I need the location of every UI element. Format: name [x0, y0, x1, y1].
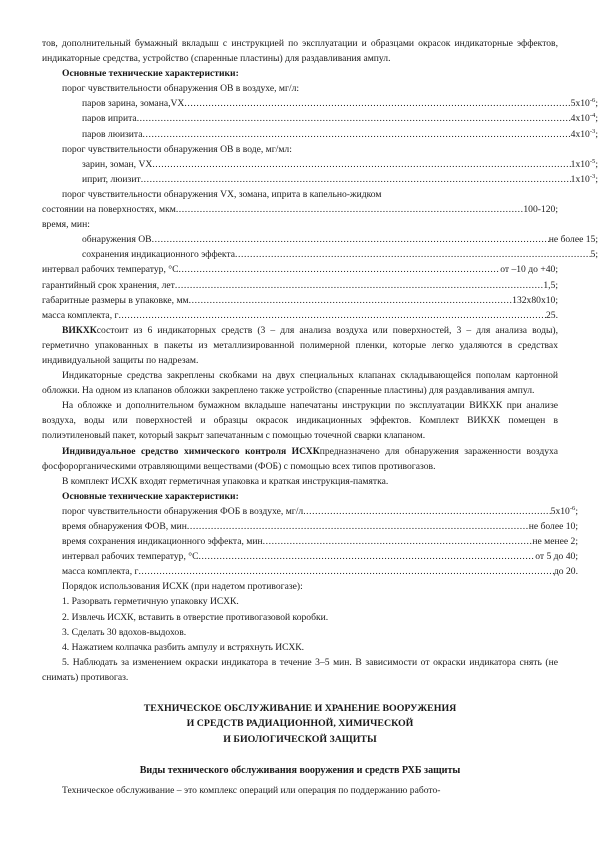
- spec-value-exponent: -5: [589, 157, 596, 165]
- section-heading-line: И БИОЛОГИЧЕСКОЙ ЗАЩИТЫ: [223, 733, 377, 745]
- spec-label: иприт, люизит: [82, 173, 141, 185]
- spec-row: [42, 534, 578, 549]
- specs-list-2: [42, 504, 578, 579]
- spec-value: от 5 до 40;: [535, 551, 578, 563]
- procedure-title: Порядок использования ИСХК (при надетом противогазе):: [62, 581, 303, 593]
- spec-row: [42, 96, 598, 111]
- spec-label: состоянии на поверхностях, мкм: [42, 204, 176, 216]
- spec-row: [42, 232, 598, 247]
- spec-value: $4x10^{-4}$;: [570, 112, 598, 125]
- dot-leader: [152, 232, 549, 247]
- spec-value: $5x10^{-6}$;: [550, 504, 578, 517]
- spec-label-row: время, мин:: [42, 219, 90, 231]
- spec-label: время сохранения индикационного эффекта, мин: [62, 536, 263, 548]
- spec-value: 100-120;: [523, 204, 558, 216]
- dot-leader: [152, 157, 570, 172]
- paragraph-vikhk-composition-text: состоит из 6 индикаторных средств (3 – для анализа воздуха или поверхностей, 3 – для анализа воды), герметично упакованных в пакеты из металлизированной полимерной пленки, которые легко удаляются в средствах индивидуальной защиты по надрезам.: [42, 324, 558, 366]
- procedure-step: 5. Наблюдать за изменением окраски индикатора в течение 3–5 мин. В зависимости от окраски индикатора снять (не снимать) противогаз.: [42, 656, 558, 683]
- specs-heading-2: Основные технические характеристики:: [62, 490, 239, 502]
- spec-value-exponent: -3: [589, 127, 596, 135]
- spec-label-row: порог чувствительности обнаружения ОВ в воздухе, мг/л:: [62, 83, 300, 95]
- spec-row: [42, 247, 598, 262]
- spec-value-exponent: -3: [589, 172, 596, 180]
- spec-value: до 20.: [553, 566, 578, 578]
- spec-label: интервал рабочих температур, °С: [42, 264, 179, 276]
- spec-row: [42, 127, 598, 142]
- spec-label: порог чувствительности обнаружения ФОБ в воздухе, мг/л: [62, 505, 304, 517]
- spec-label-row: порог чувствительности обнаружения VX, зомана, иприта в капельно-жидком: [62, 188, 382, 200]
- spec-label: интервал рабочих температур, °С: [62, 551, 199, 563]
- spec-value: от –10 до +40;: [500, 264, 558, 276]
- spec-label: масса комплекта, г: [62, 566, 139, 578]
- specs-list-1: [42, 81, 598, 323]
- spec-value: не более 15;: [548, 234, 598, 246]
- spec-row: [42, 504, 578, 519]
- paragraph-ishk-kit: В комплект ИСХК входят герметичная упаковка и краткая инструкция-памятка.: [62, 475, 389, 487]
- spec-label: масса комплекта, г: [42, 309, 119, 321]
- spec-value-exponent: -4: [589, 112, 596, 120]
- dot-leader: [189, 293, 513, 308]
- procedure-step: 3. Сделать 30 вдохов-выдохов.: [62, 626, 187, 638]
- spec-value: $1x10^{-3}$;: [570, 172, 598, 185]
- paragraph-vikhk-mounting: Индикаторные средства закреплены скобками на двух специальных клапанах складывающейся пополам картонной обложки. На одном из клапанов обложки закреплено также устройство (спаренные пластины) для раздавливания ампул.: [42, 370, 558, 397]
- dot-leader: [235, 247, 591, 262]
- spec-row: [42, 262, 558, 277]
- spec-row: [42, 308, 558, 323]
- spec-value: не менее 2;: [532, 536, 578, 548]
- spec-label: паров люизита: [82, 128, 143, 140]
- paragraph-closing: Техническое обслуживание – это комплекс операций или операция по поддержанию работо-: [62, 784, 441, 796]
- dot-leader: [187, 519, 529, 534]
- paragraph-vikhk-cover: На обложке и дополнительном бумажном вкладыше напечатаны инструкции по эксплуатации ВИКХК при анализе воздуха, воды или поверхностей и образцы окрасок индикационных эффектов. Комплект ВИКХК помещен в полиэтиленовый пакет, который закрыт запечатанным с помощью точечной сварки клапаном.: [42, 400, 558, 442]
- spec-label: паров зарина, зомана,VX: [82, 98, 185, 110]
- procedure-steps: [42, 594, 558, 685]
- procedure-step: 1. Разорвать герметичную упаковку ИСХК.: [62, 596, 239, 608]
- spec-row: [42, 549, 578, 564]
- spec-label: обнаружения ОВ: [82, 234, 152, 246]
- dot-leader: [263, 534, 533, 549]
- bold-lead-ishk: Индивидуальное средство химического контроля ИСХК: [62, 445, 320, 457]
- spec-label: габаритные размеры в упаковке, мм: [42, 294, 189, 306]
- spec-row: [42, 202, 558, 217]
- dot-leader: [176, 202, 524, 217]
- spec-value-exponent: -6: [589, 97, 596, 105]
- subsection-heading: Виды технического обслуживания вооружения и средств РХБ защиты: [139, 765, 461, 777]
- paragraph-ishk-purpose: [42, 444, 558, 474]
- dot-leader: [137, 111, 571, 126]
- procedure-step: 2. Извлечь ИСХК, вставить в отверстие противогазовой коробки.: [62, 611, 329, 623]
- spec-value: 1,5;: [543, 279, 558, 291]
- spec-value: $4x10^{-3}$;: [570, 127, 598, 140]
- spec-value: 25.: [546, 309, 558, 321]
- dot-leader: [141, 172, 571, 187]
- paragraph-ishk-purpose-text: предназначено для обнаружения зараженности воздуха фосфорорганическими отравляющими веществами (ФОБ) с помощью всех типов противогазов.: [42, 445, 558, 472]
- dot-leader: [199, 549, 536, 564]
- spec-value: 132x80x10;: [512, 294, 558, 306]
- spec-row: [42, 172, 598, 187]
- dot-leader: [175, 278, 544, 293]
- section-heading-line: И СРЕДСТВ РАДИАЦИОННОЙ, ХИМИЧЕСКОЙ: [186, 718, 414, 730]
- spec-row: [42, 157, 598, 172]
- spec-value-exponent: -6: [569, 504, 576, 512]
- spec-value: $5x10^{-6}$;: [570, 97, 598, 110]
- spec-label: сохранения индикационного эффекта: [82, 249, 236, 261]
- spec-label: паров иприта: [82, 113, 137, 125]
- section-heading: [42, 701, 558, 747]
- spec-row: [42, 519, 578, 534]
- paragraph-vikhk-composition: [42, 323, 558, 368]
- dot-leader: [184, 96, 570, 111]
- section-heading-line: ТЕХНИЧЕСКОЕ ОБСЛУЖИВАНИЕ И ХРАНЕНИЕ ВООРУЖЕНИЯ: [143, 703, 457, 715]
- spec-row: [42, 293, 558, 308]
- spec-row: [42, 278, 558, 293]
- spec-value: не более 10;: [528, 521, 578, 532]
- dot-leader: [138, 564, 553, 579]
- dot-leader: [118, 308, 546, 323]
- spec-label: время обнаружения ФОВ, мин: [62, 521, 187, 532]
- dot-leader: [143, 127, 571, 142]
- specs-heading-1: Основные технические характеристики:: [62, 68, 239, 80]
- spec-row: [42, 111, 598, 126]
- spec-label: зарин, зоман, VX: [82, 158, 153, 170]
- spec-value: 5;: [590, 249, 598, 261]
- dot-leader: [179, 262, 501, 277]
- bold-lead-vikhk: ВИКХК: [62, 324, 97, 336]
- spec-value: $1x10^{-5}$;: [570, 157, 598, 170]
- spec-label-row: порог чувствительности обнаружения ОВ в воде, мг/мл:: [62, 143, 292, 155]
- spec-label: гарантийный срок хранения, лет: [42, 279, 175, 291]
- dot-leader: [303, 504, 550, 519]
- spec-row: [42, 564, 578, 579]
- procedure-step: 4. Нажатием колпачка разбить ампулу и встряхнуть ИСХК.: [62, 641, 305, 653]
- paragraph-opening: тов, дополнительный бумажный вкладыш с инструкцией по эксплуатации и образцами окрасок индикаторные эффектов, индикаторные средства, устройство (спаренные пластины) для раздавливания ампул.: [42, 38, 558, 65]
